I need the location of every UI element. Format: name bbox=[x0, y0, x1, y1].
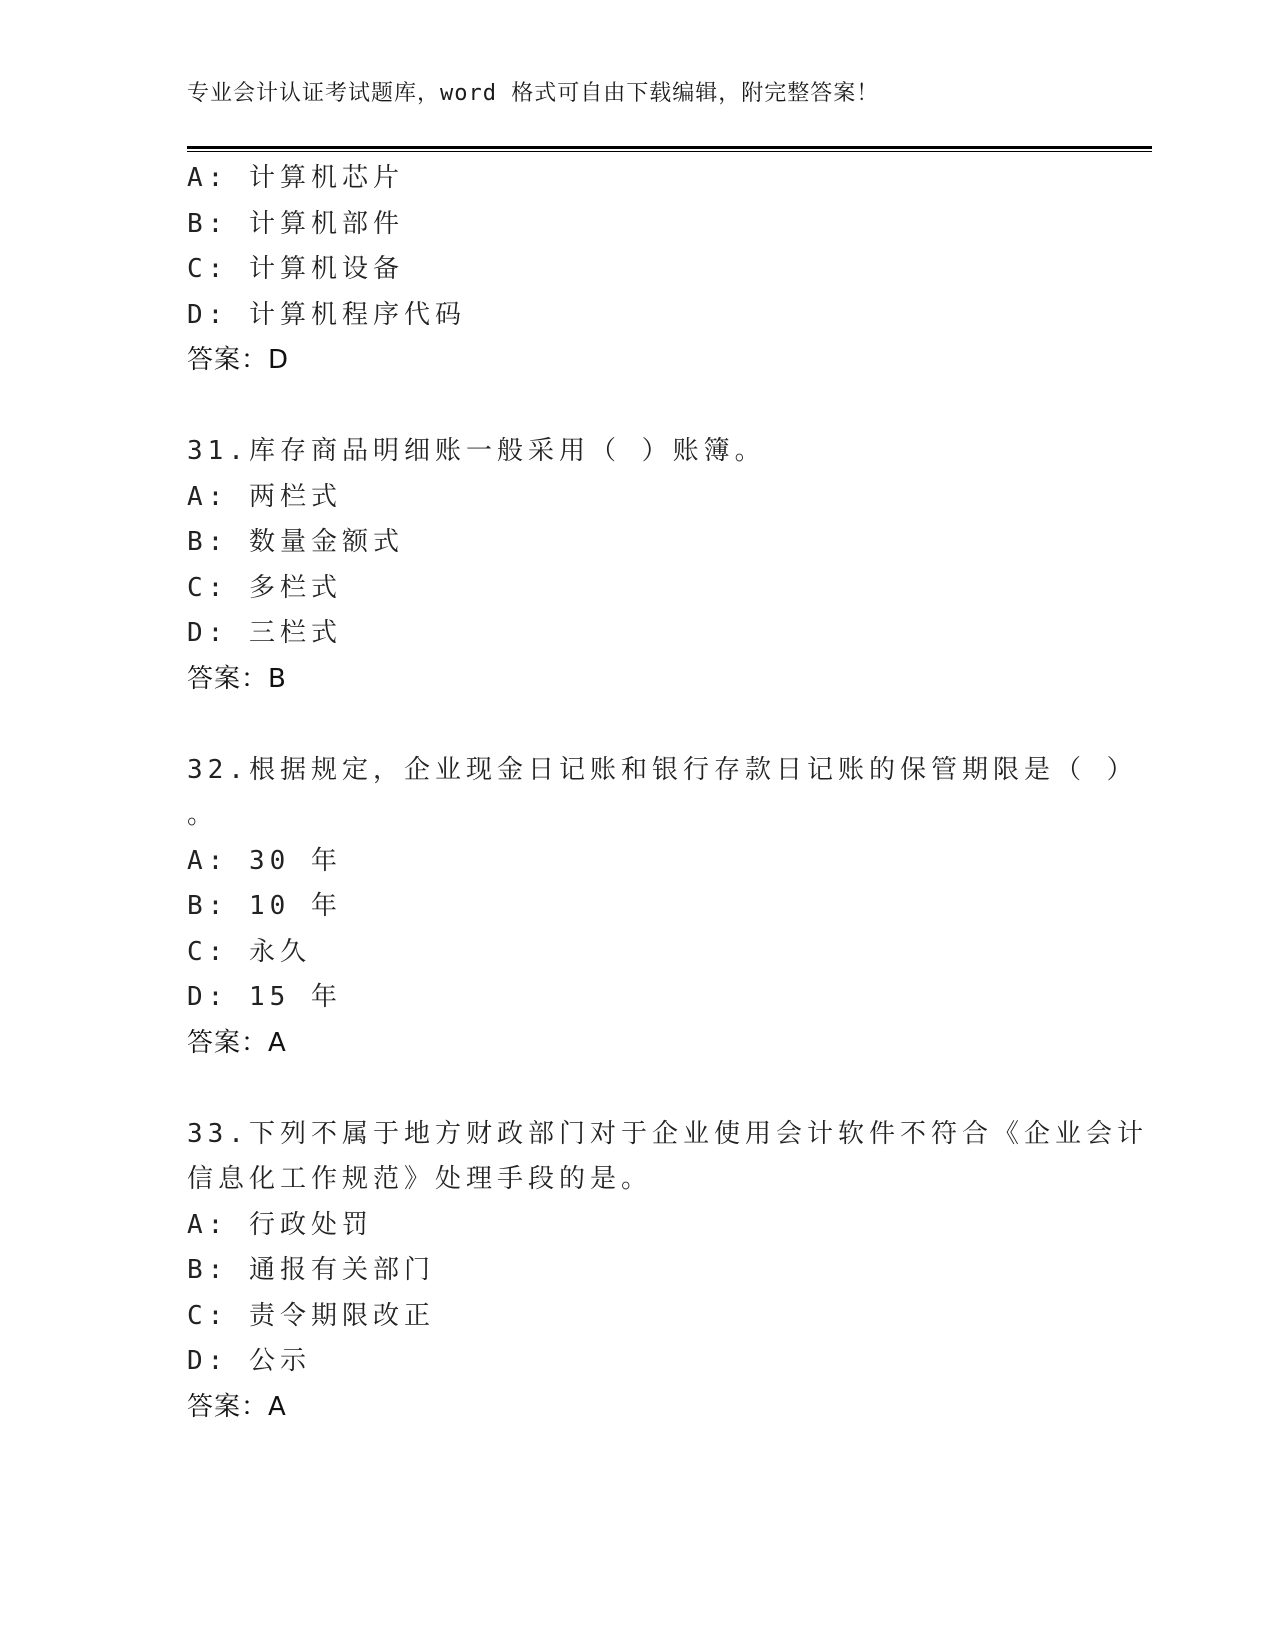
question-stem-line-2: 。 bbox=[187, 800, 219, 830]
option-d: D: 15 年 bbox=[187, 982, 342, 1012]
question-33 bbox=[187, 1112, 1148, 1431]
option-d: D: 三栏式 bbox=[187, 618, 342, 648]
header-divider-thin bbox=[187, 151, 1152, 152]
option-a: A: 行政处罚 bbox=[187, 1209, 373, 1240]
spacer bbox=[187, 1066, 1087, 1112]
spacer bbox=[187, 384, 1087, 430]
answer: 答案：A bbox=[187, 1027, 287, 1058]
answer: 答案：A bbox=[187, 1391, 287, 1422]
question-stem: 31.库存商品明细账一般采用（ ）账簿。 bbox=[187, 436, 766, 466]
option-a: A: 两栏式 bbox=[187, 481, 342, 512]
option-c: C: 计算机设备 bbox=[187, 254, 404, 284]
option-c: C: 永久 bbox=[187, 936, 311, 967]
option-b: B: 通报有关部门 bbox=[187, 1255, 435, 1285]
question-32 bbox=[187, 748, 1138, 1067]
page-header: 专业会计认证考试题库，word 格式可自由下载编辑，附完整答案！ bbox=[187, 81, 880, 106]
header-divider bbox=[187, 146, 1152, 152]
option-b: B: 计算机部件 bbox=[187, 208, 404, 239]
answer: 答案：D bbox=[187, 345, 290, 375]
answer: 答案：B bbox=[187, 663, 287, 694]
spacer bbox=[187, 702, 1087, 748]
header-divider-thick bbox=[187, 146, 1152, 149]
option-c: C: 多栏式 bbox=[187, 572, 342, 603]
question-31 bbox=[187, 429, 1087, 702]
option-c: C: 责令期限改正 bbox=[187, 1300, 435, 1331]
option-d: D: 公示 bbox=[187, 1346, 311, 1376]
option-d: D: 计算机程序代码 bbox=[187, 299, 466, 330]
question-stem-line-1: 33.下列不属于地方财政部门对于企业使用会计软件不符合《企业会计 bbox=[187, 1118, 1148, 1149]
question-stem-line-2: 信息化工作规范》处理手段的是。 bbox=[187, 1164, 653, 1194]
question-30 bbox=[187, 156, 1087, 384]
question-stem-line-1: 32.根据规定，企业现金日记账和银行存款日记账的保管期限是（ ） bbox=[187, 754, 1138, 785]
option-b: B: 数量金额式 bbox=[187, 527, 404, 557]
option-a: A: 计算机芯片 bbox=[187, 163, 404, 193]
option-b: B: 10 年 bbox=[187, 891, 342, 921]
question-list bbox=[187, 156, 1148, 1430]
option-a: A: 30 年 bbox=[187, 845, 342, 876]
